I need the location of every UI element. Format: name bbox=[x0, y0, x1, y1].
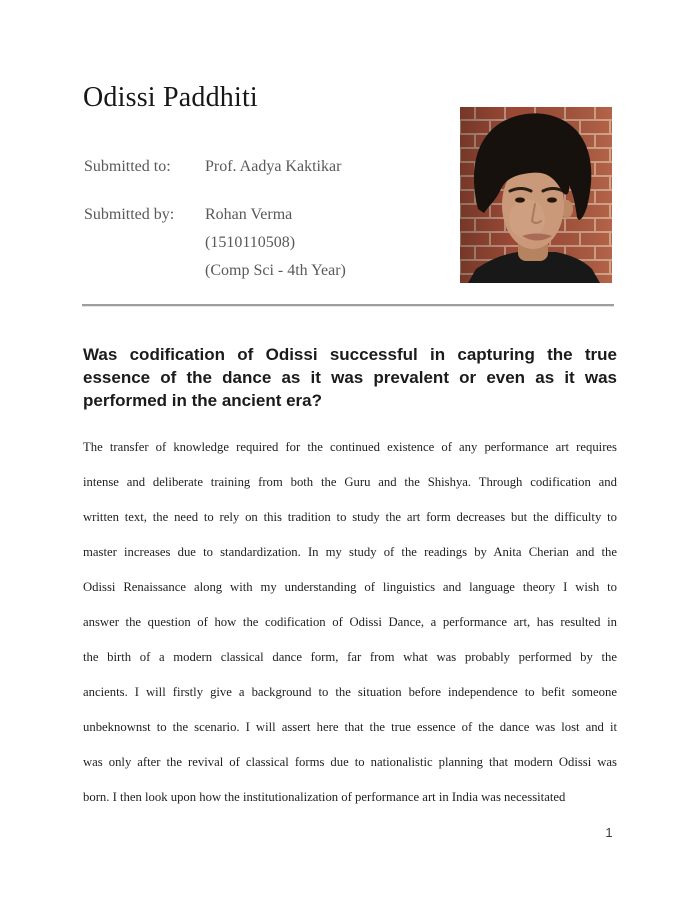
paragraph-line: unbeknownst to the scenario. I will assert here that the true essence of the dance was lost and it bbox=[83, 720, 617, 734]
body-paragraph bbox=[83, 430, 617, 815]
research-question-heading bbox=[83, 343, 617, 412]
submitted-to-value: Prof. Aadya Kaktikar bbox=[205, 158, 342, 175]
heading-line: performed in the ancient era? bbox=[83, 391, 322, 410]
portrait-illustration bbox=[460, 107, 612, 283]
heading-line: essence of the dance as it was prevalent or even as it was bbox=[83, 368, 617, 387]
page-title: Odissi Paddhiti bbox=[83, 82, 258, 113]
submitted-by-label: Submitted by: bbox=[84, 206, 175, 223]
submitted-by-name: Rohan Verma bbox=[205, 206, 293, 223]
student-portrait-photo bbox=[460, 107, 612, 283]
paragraph-line: The transfer of knowledge required for the continued existence of any performance art requires bbox=[83, 440, 617, 454]
paragraph-line: born. I then look upon how the institutionalization of performance art in India was necessitated bbox=[83, 790, 566, 804]
submitted-by-program: (Comp Sci - 4th Year) bbox=[205, 262, 346, 279]
paragraph-line: the birth of a modern classical dance form, far from what was probably performed by the bbox=[83, 650, 617, 664]
page-number: 1 bbox=[605, 825, 613, 840]
submitted-by-roll-number: (1510110508) bbox=[205, 234, 296, 251]
submitted-by-row bbox=[84, 206, 292, 224]
heading-line: Was codification of Odissi successful in capturing the true bbox=[83, 345, 617, 364]
paragraph-line: was only after the revival of classical forms due to nationalistic planning that modern Odissi was bbox=[83, 755, 617, 769]
paragraph-line: ancients. I will firstly give a background to the situation before independence to befit someone bbox=[83, 685, 617, 699]
horizontal-divider bbox=[82, 304, 614, 307]
paragraph-line: written text, the need to rely on this tradition to study the art form decreases but the difficulty to bbox=[83, 510, 617, 524]
submitted-to-row bbox=[84, 158, 341, 176]
paragraph-line: Odissi Renaissance along with my understanding of linguistics and language theory I wish to bbox=[83, 580, 617, 594]
paragraph-line: answer the question of how the codification of Odissi Dance, a performance art, has resulted in bbox=[83, 615, 617, 629]
paragraph-line: intense and deliberate training from both the Guru and the Shishya. Through codification and bbox=[83, 475, 617, 489]
paragraph-line: master increases due to standardization. In my study of the readings by Anita Cherian and the bbox=[83, 545, 617, 559]
submitted-to-label: Submitted to: bbox=[84, 158, 171, 175]
